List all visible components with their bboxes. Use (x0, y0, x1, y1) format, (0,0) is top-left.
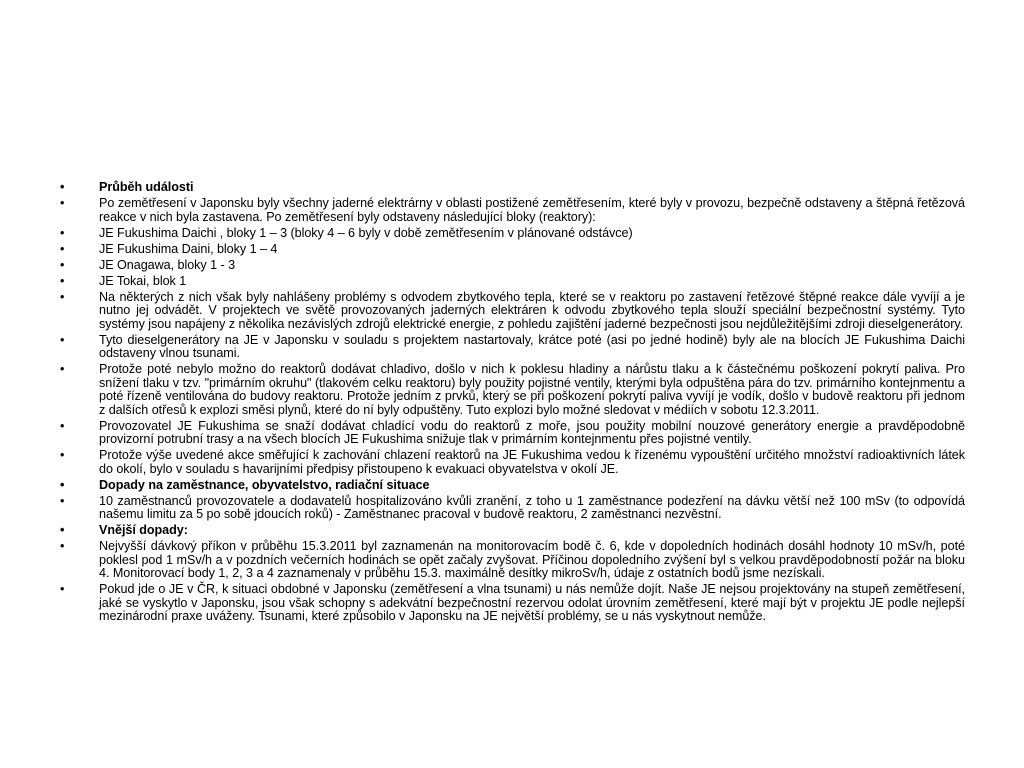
bullet-item (60, 420, 965, 447)
bullet-item (60, 227, 965, 241)
bullet-marker: • (60, 241, 65, 256)
bullet-marker: • (60, 332, 65, 347)
bullet-marker: • (60, 180, 65, 194)
bullet-text: JE Tokai, blok 1 (99, 273, 187, 288)
bullet-marker: • (60, 362, 65, 376)
bullet-item (60, 197, 965, 224)
bullet-text: Provozovatel JE Fukushima se snaží dodávat chladící vodu do reaktorů z moře, jsou použity mobilní nouzové generátory energie a pravděpodobně provizorní potrubní trasy a na všech blocích JE Fukushima snižuje tlak v primárním kontejnmentu přes pojistné ventily. (99, 418, 965, 446)
bullet-item (60, 583, 965, 624)
bullet-item (60, 275, 965, 289)
bullet-heading (60, 181, 965, 195)
bullet-text: JE Fukushima Daichi , bloky 1 – 3 (bloky 4 – 6 byly v době zemětřesením v plánované odstávce) (99, 225, 633, 240)
bullet-text: Pokud jde o JE v ČR, k situaci obdobné v Japonsku (zemětřesení a vlna tsunami) u nás nemůže dojít. Naše JE nejsou projektovány na stupeň zemětřesení, jaké se vyskytlo v Japonsku, jsou však schopny s adekvátní bezpečnostní rezervou odolat úrovním zemětřesení, které mají být v projektu JE podle nejlepší mezinárodní praxe uváženy. Tsunami, které způsobilo v Japonsku na JE největší problémy, se u nás vyskytnout nemůže. (99, 582, 965, 623)
bullet-text: JE Fukushima Daini, bloky 1 – 4 (99, 241, 278, 256)
bullet-text: JE Onagawa, bloky 1 - 3 (99, 257, 236, 272)
bullet-marker: • (60, 477, 65, 492)
bullet-marker: • (60, 539, 65, 553)
bullet-text: Dopady na zaměstnance, obyvatelstvo, radiační situace (99, 477, 430, 492)
bullet-text: 10 zaměstnanců provozovatele a dodavatelů hospitalizováno kvůli zranění, z toho u 1 zaměstnance podezření na dávku větší než 100 mSv (to odpovídá našemu limitu za 5 po sobě jdoucích roků) - Zaměstnanec pracoval v budově reaktoru, 2 zaměstnanci nezvěstní. (99, 493, 965, 521)
bullet-text: Průběh události (99, 180, 194, 194)
bullet-marker: • (60, 257, 65, 272)
bullet-text: Vnější dopady: (99, 523, 188, 537)
bullet-marker: • (60, 523, 65, 537)
bullet-marker: • (60, 582, 65, 596)
bullet-list (60, 181, 965, 626)
bullet-marker: • (60, 448, 65, 462)
bullet-item (60, 259, 965, 273)
bullet-text: Tyto dieselgenerátory na JE v Japonsku v souladu s projektem nastartovaly, krátce poté (asi po jedné hodině) byly ale na blocích JE Fukushima Daichi odstaveny vlnou tsunami. (99, 332, 965, 360)
bullet-item (60, 363, 965, 417)
bullet-item (60, 495, 965, 522)
bullet-heading (60, 479, 965, 493)
bullet-marker: • (60, 493, 65, 508)
bullet-marker: • (60, 289, 65, 304)
bullet-item (60, 291, 965, 332)
bullet-heading (60, 524, 965, 538)
bullet-marker: • (60, 273, 65, 288)
bullet-marker: • (60, 196, 65, 210)
bullet-marker: • (60, 418, 65, 433)
bullet-text: Nejvyšší dávkový příkon v průběhu 15.3.2011 byl zaznamenán na monitorovacím bodě č. 6, kde v dopoledních hodinách dosáhl hodnoty 10 mSv/h, poté poklesl pod 1 mSv/h a v pozdních večerních hodinách se opět začaly zvyšovat. Příčinou dopoledního zvýšení byl s velkou pravděpodobností požár na bloku 4. Monitorovací body 1, 2, 3 a 4 zaznamenaly v průběhu 15.3. maximálně desítky mikroSv/h, údaje z ostatních bodů jsme nezískali. (99, 539, 965, 580)
bullet-text: Protože výše uvedené akce směřující k zachování chlazení reaktorů na JE Fukushima vedou k řízenému vypouštění určitého množství radioaktivních látek do okolí, bylo v souladu s havarijními předpisy přistoupeno k evakuaci obyvatelstva v okolí JE. (99, 448, 965, 476)
bullet-text: Protože poté nebylo možno do reaktorů dodávat chladivo, došlo v nich k poklesu hladiny a nárůstu tlaku a k částečnému poškození pokrytí paliva. Pro snížení tlaku v tzv. "primárním okruhu" (tlakovém celku reaktoru) byly použity pojistné ventily, kterými byla odpuštěna pára do tzv. primárního kontejnmentu a poté řízeně ventilována do budovy reaktoru. Protože jedním z prvků, který se při poškození pokrytí paliva vyvíjí je vodík, došlo v budově reaktoru při jednom z dalších otřesů k explozi směsi plynů, které do ní byly odpuštěny. Tuto explozi bylo možné sledovat v médiích v sobotu 12.3.2011. (99, 362, 965, 417)
bullet-item (60, 243, 965, 257)
bullet-item (60, 449, 965, 476)
bullet-item (60, 334, 965, 361)
bullet-marker: • (60, 225, 65, 240)
bullet-item (60, 540, 965, 581)
bullet-text: Po zemětřesení v Japonsku byly všechny jaderné elektrárny v oblasti postižené zemětřesením, které byly v provozu, bezpečně odstaveny a štěpná řetězová reakce v nich byla zastavena. Po zemětřesení byly odstaveny následující bloky (reaktory): (99, 196, 965, 224)
bullet-text: Na některých z nich však byly nahlášeny problémy s odvodem zbytkového tepla, které se v reaktoru po zastavení řetězové štěpné reakce dále vyvíjí a je nutno jej odvádět. V projektech ve světě provozovaných jaderných elektráren k odvodu zbytkového tepla slouží speciální bezpečnostní systémy. Tyto systémy jsou napájeny z několika nezávislých zdrojů elektrické energie, z pohledu zajištění jaderné bezpečnosti jsou nejdůležitějšími zdroji dieselgenerátory. (99, 289, 965, 331)
